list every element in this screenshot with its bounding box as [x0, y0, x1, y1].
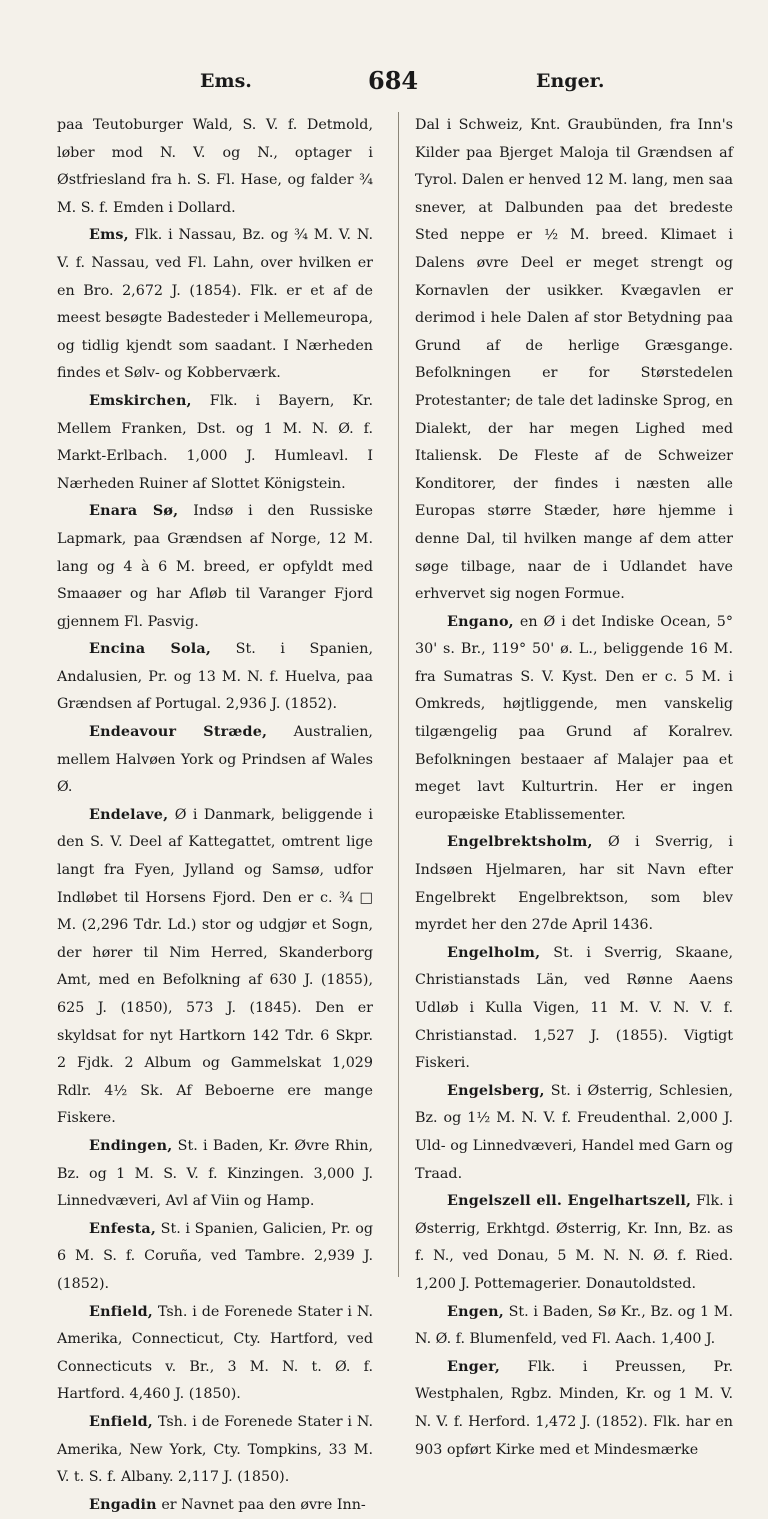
entry-text: Flk. i Nassau, Bz. og ¾ M. V. N. V. f. Nassau, ved Fl. Lahn, over hvilken er en Bro. 2,672 J. (1854). Flk. er et af de meest besøgte Badesteder i Mellemeuropa, og tidlig kjendt som saadant. I Nærheden findes et Sølv- og Kobberværk. [57, 227, 373, 382]
entry-headword: Engelsberg, [447, 1082, 545, 1099]
entry-text: Indsø i den Russiske Lapmark, paa Grændsen af Norge, 12 M. lang og 4 à 6 M. breed, er opfyldt med Smaaøer og har Afløb til Varanger Fjord gjennem Fl. Pasvig. [57, 503, 374, 630]
entry-headword: Ems, [89, 227, 129, 244]
entry-text: Flk. i Preussen, Pr. Westphalen, Rgbz. Minden, Kr. og 1 M. V. N. V. f. Herford. 1,472 J. (1852). Flk. har en 903 opført Kirke med et Mindesmærke [415, 1358, 733, 1458]
entry [57, 1492, 373, 1519]
entry-headword: Enfield, [89, 1413, 153, 1430]
entry-headword: Engelszell ell. Engelhartszell, [447, 1193, 692, 1210]
entry-text: Tsh. i de Forenede Stater i N. Amerika, Connecticut, Cty. Hartford, ved Connecticuts v. Br., 3 M. N. t. Ø. f. Hartford. 4,460 J. (1850). [57, 1303, 373, 1403]
entry-text: Ø i Sverrig, i Indsøen Hjelmaren, har sit Navn efter Engelbrekt Engelbrektson, som blev myrdet her den 27de April 1436. [415, 834, 733, 934]
entry [415, 829, 733, 939]
entry-headword: Engelholm, [447, 944, 541, 961]
entry [57, 802, 373, 1133]
entry-headword: Enara Sø, [89, 503, 179, 520]
entry [57, 1409, 373, 1492]
entry-text: St. i Østerrig, Schlesien, Bz. og 1½ M. N. V. f. Freudenthal. 2,000 J. Uld- og Linnedvæveri, Handel med Garn og Traad. [415, 1082, 733, 1182]
entry-headword: Engadin [89, 1496, 157, 1513]
entry [57, 719, 373, 802]
entry-headword: Endingen, [89, 1137, 173, 1154]
entry-headword: Encina Sola, [89, 641, 212, 658]
entry-headword: Enger, [447, 1358, 501, 1375]
entry-headword: Engen, [447, 1303, 504, 1320]
right-column [415, 112, 733, 1464]
entry [415, 112, 733, 609]
entry [57, 222, 373, 388]
entry-text: St. i Baden, Sø Kr., Bz. og 1 M. N. Ø. f. Blumenfeld, ved Fl. Aach. 1,400 J. [415, 1303, 733, 1348]
page-number: 684 [368, 66, 419, 95]
entry-text: St. i Sverrig, Skaane, Christianstads Län, ved Rønne Aaens Udløb i Kulla Vigen, 11 M. V. N. V. f. Christianstad. 1,527 J. (1855). Vigtigt Fiskeri. [415, 944, 733, 1072]
entry-text: Flk. i Bayern, Kr. Mellem Franken, Dst. og 1 M. N. Ø. f. Markt-Erlbach. 1,000 J. Humleavl. I Nærheden Ruiner af Slottet Königstein. [57, 392, 373, 492]
entry-headword: Emskirchen, [89, 392, 192, 409]
entry [415, 609, 733, 830]
entry-text: St. i Baden, Kr. Øvre Rhin, Bz. og 1 M. S. V. f. Kinzingen. 3,000 J. Linnedvæveri, Avl af Viin og Hamp. [57, 1137, 373, 1210]
entry-headword: Endeavour Stræde, [89, 724, 268, 741]
entry [57, 1299, 373, 1409]
entry-headword: Engano, [447, 613, 514, 630]
entry-text: St. i Spanien, Galicien, Pr. og 6 M. S. f. Coruña, ved Tambre. 2,939 J. (1852). [57, 1220, 373, 1292]
entry [415, 1354, 733, 1464]
entry [57, 388, 373, 498]
entry-headword: Enfield, [89, 1303, 153, 1320]
entry-headword: Endelave, [89, 806, 169, 823]
entry-text: Ø i Danmark, beliggende i den S. V. Deel af Kattegattet, omtrent lige langt fra Fyen, Jylland og Samsø, udfor Indløbet til Horsens Fjord. Den er c. ¾ □ M. (2,296 Tdr. Ld.) stor og udgjør et Sogn, der hører til Nim Herred, Skanderborg Amt, med en Befolkning af 630 J. (1855), 625 J. (1850), 573 J. (1845). Den er skyldsat for nyt Hartkorn 142 Tdr. 6 Skpr. 2 Fjdk. 2 Album og Gammelskat 1,029 Rdlr. 4½ Sk. Af Beboerne ere mange Fiskere. [57, 806, 373, 1127]
entry [57, 498, 373, 636]
entry-text: en Ø i det Indiske Ocean, 5° 30' s. Br., 119° 50' ø. L., beliggende 16 M. fra Sumatras S. V. Kyst. Den er c. 5 M. i Omkreds, højtliggende, men vanskelig tilgængelig paa Grund af Koralrev. Befolkningen bestaaer af Malajer paa et meget lavt Kulturtrin. Her er ingen europæiske Etablissementer. [415, 613, 733, 823]
entry-text: Tsh. i de Forenede Stater i N. Amerika, New York, Cty. Tompkins, 33 M. V. t. S. f. Albany. 2,117 J. (1850). [57, 1413, 373, 1486]
entry-text: Flk. i Østerrig, Erkhtgd. Østerrig, Kr. Inn, Bz. as f. N., ved Donau, 5 M. N. N. Ø. f. Ried. 1,200 J. Pottemagerier. Donautoldsted. [415, 1193, 733, 1292]
entry [415, 1078, 733, 1188]
entry-headword: Enfesta, [89, 1220, 157, 1237]
entry [415, 1188, 733, 1298]
header-left-word: Ems. [200, 70, 252, 92]
entry-text: St. i Spanien, Andalusien, Pr. og 13 M. N. f. Huelva, paa Grændsen af Portugal. 2,936 J. (1852). [57, 641, 373, 713]
entry [57, 636, 373, 719]
entry [415, 940, 733, 1078]
entry-headword: Engelbrektsholm, [447, 834, 593, 851]
page-header [0, 66, 768, 106]
entry-text: er Navnet paa den øvre Inn- [156, 1496, 366, 1513]
left-column [57, 112, 373, 1519]
header-right-word: Enger. [536, 70, 605, 92]
entry-text: Australien, mellem Halvøen York og Prindsen af Wales Ø. [57, 724, 373, 796]
entry [57, 1133, 373, 1216]
entry-text: Dal i Schweiz, Knt. Graubünden, fra Inn's Kilder paa Bjerget Maloja til Grændsen af Tyrol. Dalen er henved 12 M. lang, men saa snever, at Dalbunden paa det bredeste Sted neppe er ½ M. breed. Klimaet i Dalens øvre Deel er meget strengt og Kornavlen der usikker. Kvægavlen er derimod i hele Dalen af stor Betydning paa Grund af de herlige Græsgange. Befolkningen er for Størstedelen Protestanter; de tale det ladinske Sprog, en Dialekt, der har megen Lighed med Italiensk. De Fleste af de Schweizer Konditorer, der findes i næsten alle Europas større Stæder, høre hjemme i denne Dal, til hvilken mange af dem atter søge tilbage, naar de i Udlandet have erhvervet sig nogen Formue. [415, 117, 733, 603]
column-divider [398, 112, 399, 1277]
entry: paa Teutoburger Wald, S. V. f. Detmold, løber mod N. V. og N., optager i Østfriesland fra h. S. Fl. Hase, og falder ¾ M. S. f. Emden i Dollard. [57, 117, 373, 216]
entry [57, 1216, 373, 1299]
entry [415, 1299, 733, 1354]
